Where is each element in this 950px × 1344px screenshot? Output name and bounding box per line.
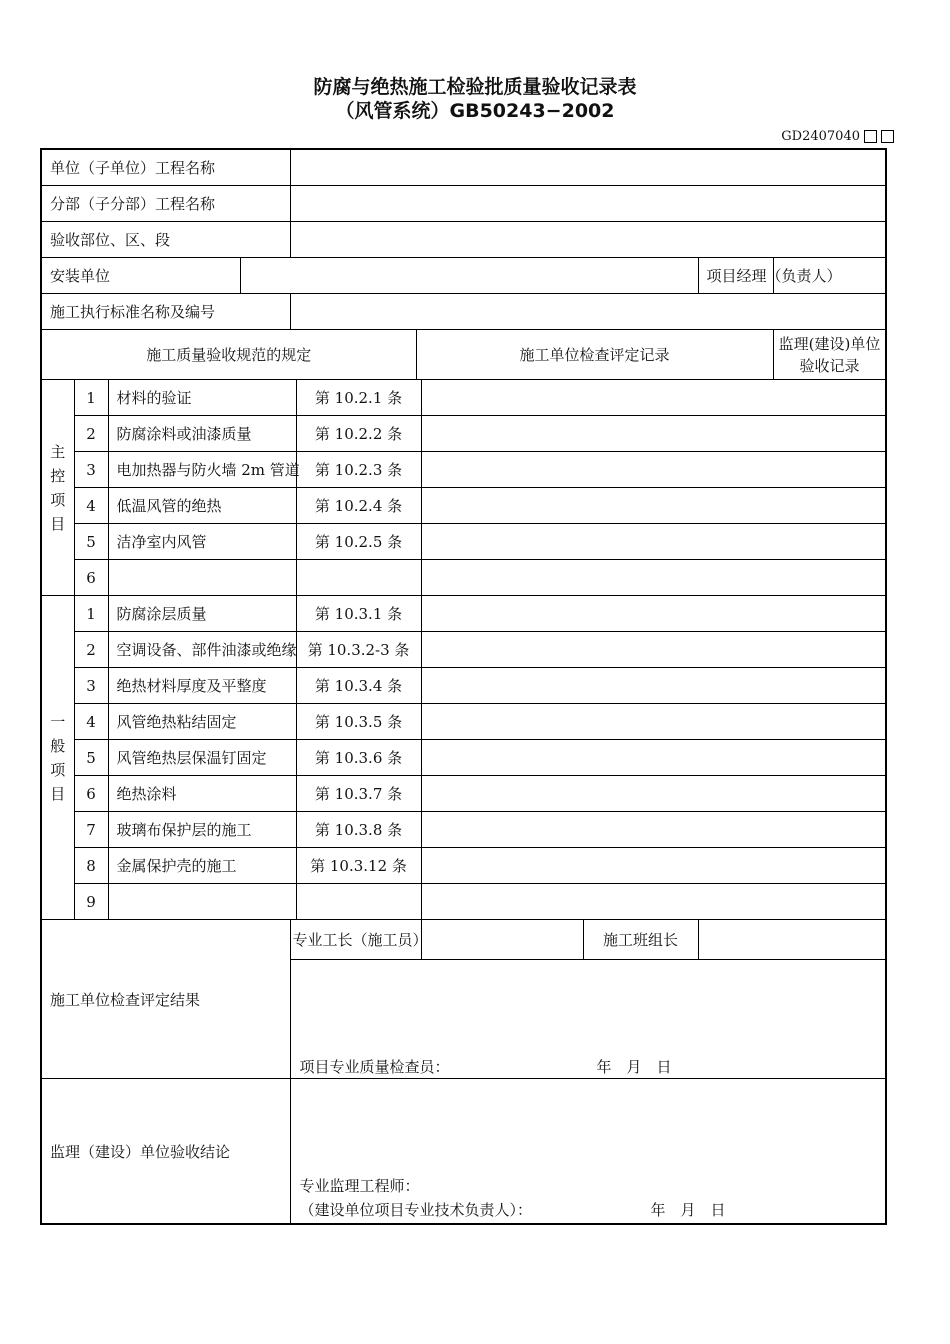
item-name: 风管绝热粘结固定 bbox=[108, 704, 296, 740]
item-clause bbox=[296, 560, 421, 596]
unit-project-value[interactable] bbox=[290, 149, 886, 186]
owner-rep-label: （建设单位项目专业技术负责人）： bbox=[299, 1201, 533, 1219]
supervision-engineer-label: 专业监理工程师： bbox=[299, 1177, 420, 1195]
check-record-cell[interactable] bbox=[421, 884, 886, 920]
item-clause bbox=[296, 884, 421, 920]
item-name: 金属保护壳的施工 bbox=[108, 848, 296, 884]
standard-label: 施工执行标准名称及编号 bbox=[41, 294, 290, 330]
item-clause: 第 10.2.1 条 bbox=[296, 380, 421, 416]
item-clause: 第 10.2.4 条 bbox=[296, 488, 421, 524]
item-clause: 第 10.3.6 条 bbox=[296, 740, 421, 776]
item-name bbox=[108, 884, 296, 920]
item-clause: 第 10.3.7 条 bbox=[296, 776, 421, 812]
code-checkbox-1[interactable] bbox=[864, 130, 877, 143]
row-number: 5 bbox=[74, 740, 108, 776]
form-code bbox=[781, 129, 894, 144]
check-record-cell[interactable] bbox=[421, 452, 886, 488]
check-record-cell[interactable] bbox=[421, 812, 886, 848]
row-number: 6 bbox=[74, 776, 108, 812]
general-item-row bbox=[41, 740, 886, 776]
standard-value[interactable] bbox=[290, 294, 886, 330]
row-number: 4 bbox=[74, 704, 108, 740]
item-name: 电加热器与防火墙 2m 管道 bbox=[108, 452, 296, 488]
main-items-label: 主控项目 bbox=[41, 380, 74, 596]
sub-project-value[interactable] bbox=[290, 186, 886, 222]
project-manager-label: 项目经理（负责人） bbox=[698, 258, 773, 294]
general-item-row bbox=[41, 848, 886, 884]
supervision-column-header: 监理(建设)单位验收记录 bbox=[773, 330, 886, 380]
row-number: 8 bbox=[74, 848, 108, 884]
main-item-row bbox=[41, 560, 886, 596]
item-clause: 第 10.2.2 条 bbox=[296, 416, 421, 452]
acceptance-part-value[interactable] bbox=[290, 222, 886, 258]
inspector-label: 项目专业质量检查员： bbox=[299, 1058, 450, 1076]
construction-result-label: 施工单位检查评定结果 bbox=[41, 920, 290, 1079]
item-clause: 第 10.3.2-3 条 bbox=[296, 632, 421, 668]
check-record-cell[interactable] bbox=[421, 488, 886, 524]
check-record-column-header: 施工单位检查评定记录 bbox=[416, 330, 773, 380]
main-item-row bbox=[41, 416, 886, 452]
row-number: 3 bbox=[74, 452, 108, 488]
item-name: 绝热材料厚度及平整度 bbox=[108, 668, 296, 704]
install-unit-value[interactable] bbox=[240, 258, 698, 294]
row-number: 3 bbox=[74, 668, 108, 704]
main-item-row bbox=[41, 380, 886, 416]
general-item-row bbox=[41, 704, 886, 740]
general-item-row bbox=[41, 632, 886, 668]
form-title: 防腐与绝热施工检验批质量验收记录表 bbox=[313, 76, 637, 98]
item-clause: 第 10.3.8 条 bbox=[296, 812, 421, 848]
acceptance-part-label: 验收部位、区、段 bbox=[41, 222, 290, 258]
construction-date: 年 月 日 bbox=[596, 1058, 672, 1076]
check-record-cell[interactable] bbox=[421, 524, 886, 560]
row-number: 7 bbox=[74, 812, 108, 848]
construction-result-area[interactable] bbox=[290, 960, 886, 1079]
item-name: 玻璃布保护层的施工 bbox=[108, 812, 296, 848]
check-record-cell[interactable] bbox=[421, 776, 886, 812]
unit-project-label: 单位（子单位）工程名称 bbox=[41, 149, 290, 186]
item-name: 绝热涂料 bbox=[108, 776, 296, 812]
general-item-row bbox=[41, 668, 886, 704]
supervision-result-label: 监理（建设）单位验收结论 bbox=[41, 1079, 290, 1225]
item-name: 空调设备、部件油漆或绝缘 bbox=[108, 632, 296, 668]
item-clause: 第 10.3.1 条 bbox=[296, 596, 421, 632]
check-record-cell[interactable] bbox=[421, 848, 886, 884]
check-record-cell[interactable] bbox=[421, 668, 886, 704]
general-item-row bbox=[41, 776, 886, 812]
row-number: 4 bbox=[74, 488, 108, 524]
item-name: 防腐涂料或油漆质量 bbox=[108, 416, 296, 452]
item-clause: 第 10.2.3 条 bbox=[296, 452, 421, 488]
team-leader-value[interactable] bbox=[698, 920, 886, 960]
item-clause: 第 10.3.4 条 bbox=[296, 668, 421, 704]
item-name: 材料的验证 bbox=[108, 380, 296, 416]
form-code-text: GD2407040 bbox=[781, 129, 860, 144]
item-name: 风管绝热层保温钉固定 bbox=[108, 740, 296, 776]
main-item-row bbox=[41, 488, 886, 524]
inspection-record-table bbox=[40, 148, 887, 1225]
check-record-cell[interactable] bbox=[421, 560, 886, 596]
foreman-value[interactable] bbox=[421, 920, 583, 960]
foreman-label: 专业工长（施工员） bbox=[290, 920, 421, 960]
item-clause: 第 10.3.5 条 bbox=[296, 704, 421, 740]
main-item-row bbox=[41, 524, 886, 560]
row-number: 1 bbox=[74, 596, 108, 632]
check-record-cell[interactable] bbox=[421, 632, 886, 668]
item-name: 低温风管的绝热 bbox=[108, 488, 296, 524]
sub-project-label: 分部（子分部）工程名称 bbox=[41, 186, 290, 222]
supervision-date: 年 月 日 bbox=[650, 1201, 726, 1219]
row-number: 1 bbox=[74, 380, 108, 416]
spec-column-header: 施工质量验收规范的规定 bbox=[41, 330, 416, 380]
row-number: 9 bbox=[74, 884, 108, 920]
item-clause: 第 10.2.5 条 bbox=[296, 524, 421, 560]
general-item-row bbox=[41, 812, 886, 848]
check-record-cell[interactable] bbox=[421, 740, 886, 776]
row-number: 5 bbox=[74, 524, 108, 560]
team-leader-label: 施工班组长 bbox=[583, 920, 698, 960]
item-name: 洁净室内风管 bbox=[108, 524, 296, 560]
row-number: 2 bbox=[74, 632, 108, 668]
row-number: 6 bbox=[74, 560, 108, 596]
general-item-row bbox=[41, 884, 886, 920]
main-item-row bbox=[41, 452, 886, 488]
row-number: 2 bbox=[74, 416, 108, 452]
item-clause: 第 10.3.12 条 bbox=[296, 848, 421, 884]
supervision-result-area[interactable] bbox=[290, 1079, 886, 1225]
check-record-cell[interactable] bbox=[421, 596, 886, 632]
general-item-row bbox=[41, 596, 886, 632]
check-record-cell[interactable] bbox=[421, 704, 886, 740]
item-name: 防腐涂层质量 bbox=[108, 596, 296, 632]
check-record-cell[interactable] bbox=[421, 416, 886, 452]
item-name bbox=[108, 560, 296, 596]
install-unit-label: 安装单位 bbox=[41, 258, 240, 294]
form-subtitle: （风管系统）GB50243−2002 bbox=[335, 100, 615, 122]
check-record-cell[interactable] bbox=[421, 380, 886, 416]
code-checkbox-2[interactable] bbox=[881, 130, 894, 143]
general-items-label: 一般项目 bbox=[41, 596, 74, 920]
